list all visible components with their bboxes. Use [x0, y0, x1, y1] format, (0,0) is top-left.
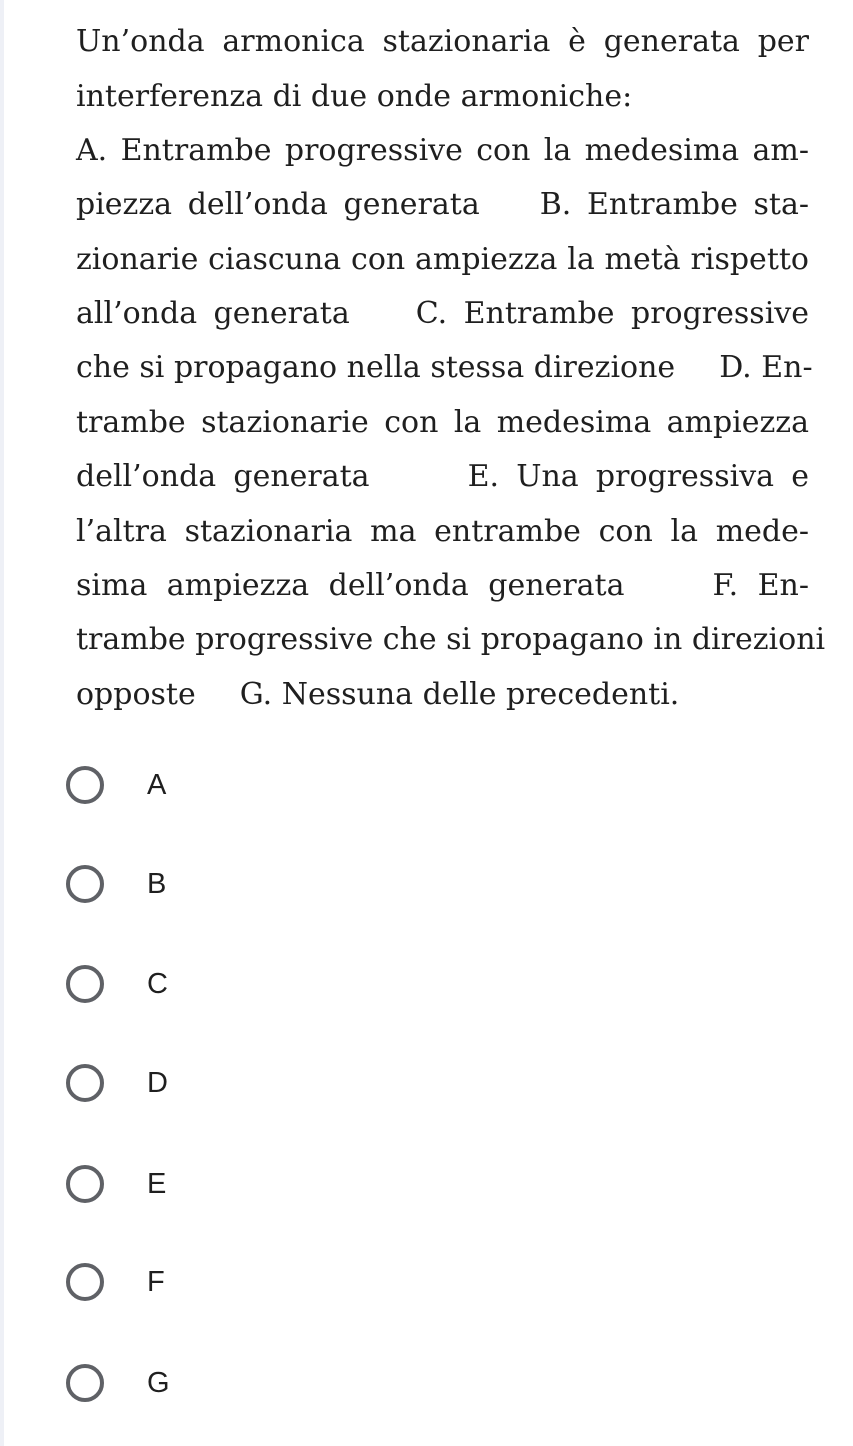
option-g[interactable]	[66, 1358, 366, 1408]
left-edge-strip	[0, 0, 4, 1446]
option-a[interactable]	[66, 760, 366, 810]
question-line: che si propagano nella stessa direzione D. En-	[76, 350, 813, 385]
radio-e-icon[interactable]	[66, 1165, 104, 1203]
radio-a-icon[interactable]	[66, 766, 104, 804]
question-line: opposte G. Nessuna delle precedenti.	[76, 677, 680, 712]
question-line: dell’onda generata E. Una progressiva e	[76, 459, 809, 494]
option-e-label: E	[147, 1167, 167, 1200]
option-b[interactable]	[66, 859, 366, 909]
option-d-text: D. En-	[719, 350, 813, 385]
option-f[interactable]	[66, 1257, 366, 1307]
option-g-label: G	[147, 1366, 170, 1399]
option-c[interactable]	[66, 959, 366, 1009]
question-line: trambe progressive che si propagano in direzioni	[76, 622, 826, 657]
option-b-text: B. Entrambe sta-	[539, 187, 809, 222]
option-a-label: A	[147, 768, 167, 801]
question-line: piezza dell’onda generata B. Entrambe sta-	[76, 187, 809, 222]
question-line: interferenza di due onde armoniche:	[76, 79, 633, 114]
option-d-label: D	[147, 1066, 168, 1099]
radio-g-icon[interactable]	[66, 1364, 104, 1402]
question-line: zionarie ciascuna con ampiezza la metà rispetto	[76, 242, 809, 277]
question-line: trambe stazionarie con la medesima ampiezza	[76, 405, 809, 440]
option-a-text: A. Entrambe progressive con la medesima am-	[76, 133, 809, 168]
question-line: all’onda generata C. Entrambe progressive	[76, 296, 809, 331]
option-b-label: B	[147, 867, 167, 900]
radio-c-icon[interactable]	[66, 965, 104, 1003]
option-c-text: C. Entrambe progressive	[415, 296, 809, 331]
question-line: Un’onda armonica stazionaria è generata per	[76, 24, 809, 59]
question-line: sima ampiezza dell’onda generata F. En-	[76, 568, 809, 603]
radio-d-icon[interactable]	[66, 1064, 104, 1102]
option-f-label: F	[147, 1265, 165, 1298]
option-g-text: G. Nessuna delle precedenti.	[239, 677, 680, 712]
option-d[interactable]	[66, 1058, 366, 1108]
option-e[interactable]	[66, 1159, 366, 1209]
option-c-label: C	[147, 967, 168, 1000]
radio-b-icon[interactable]	[66, 865, 104, 903]
radio-f-icon[interactable]	[66, 1263, 104, 1301]
option-f-text: F. En-	[712, 568, 809, 603]
option-e-text: E. Una progressiva e	[467, 459, 809, 494]
question-line: l’altra stazionaria ma entrambe con la mede-	[76, 514, 809, 549]
